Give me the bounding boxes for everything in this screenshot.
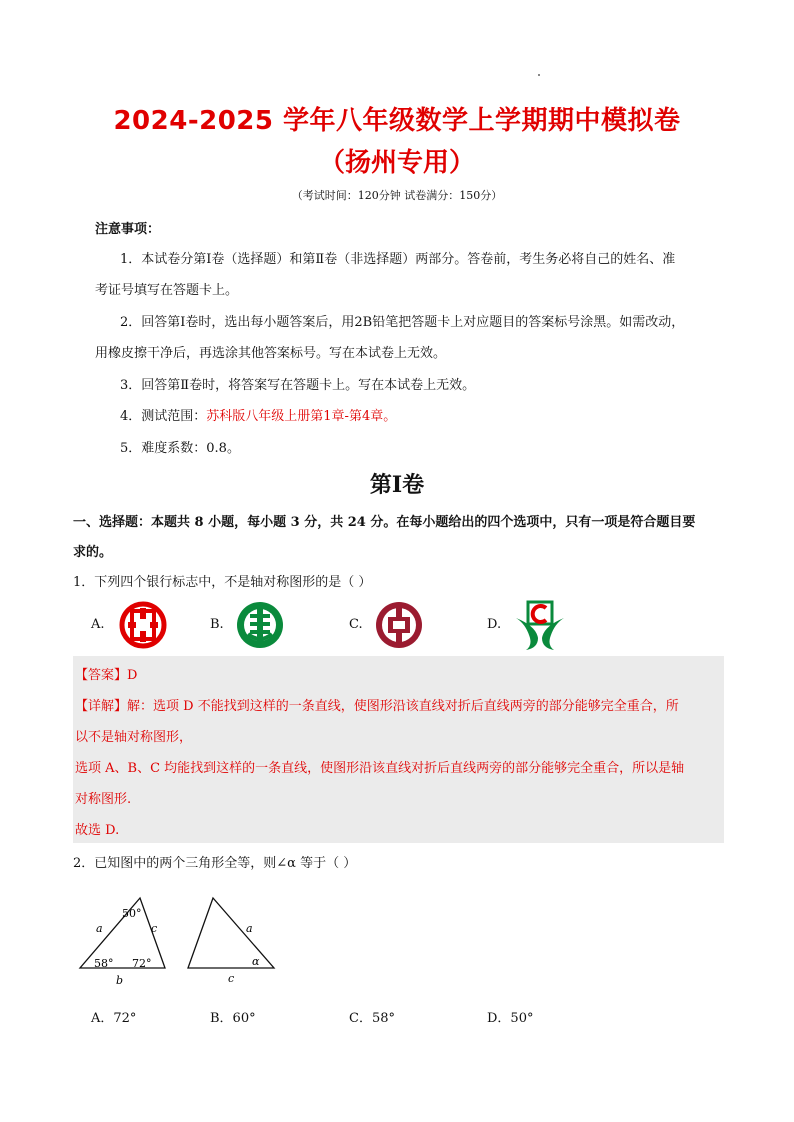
question-1-options bbox=[0, 598, 794, 652]
notice-item-2-cont: 用橡皮擦干净后，再选涂其他答案标号。写在本试卷上无效。 bbox=[95, 346, 447, 361]
angle-72-label: 72° bbox=[132, 957, 152, 970]
side-a-label-right: a bbox=[246, 922, 253, 935]
option-c-label: C. bbox=[349, 617, 363, 632]
notice-item-3: 3．回答第Ⅱ卷时，将答案写在答题卡上。写在本试卷上无效。 bbox=[120, 378, 476, 393]
option-a-label: A. bbox=[91, 617, 105, 632]
notice-item-1: 1．本试卷分第Ⅰ卷（选择题）和第Ⅱ卷（非选择题）两部分。答卷前，考生务必将自己的姓名、准 bbox=[120, 252, 676, 267]
angle-50-label: 50° bbox=[122, 907, 142, 920]
detail-line-4: 对称图形. bbox=[75, 792, 132, 807]
congruent-triangles-figure bbox=[70, 890, 290, 990]
angle-alpha-label: α bbox=[252, 955, 260, 968]
option-d-label: D. bbox=[487, 617, 502, 632]
right-triangle bbox=[188, 898, 274, 968]
side-a-label-left: a bbox=[96, 922, 103, 935]
answer-label: 【答案】D bbox=[75, 668, 138, 683]
exam-info: （考试时间：120分钟 试卷满分：150分） bbox=[291, 189, 503, 202]
bank-logo-d-icon bbox=[512, 598, 568, 652]
notice-item-5: 5．难度系数：0.8。 bbox=[120, 441, 240, 456]
notice-item-1-cont: 考证号填写在答题卡上。 bbox=[95, 283, 239, 298]
answer-explanation-box bbox=[73, 656, 724, 843]
angle-58-label: 58° bbox=[94, 957, 114, 970]
conclusion-line: 故选 D. bbox=[75, 823, 120, 838]
q2-option-d: D．50° bbox=[487, 1011, 534, 1026]
detail-text-1: 解：选项 D 不能找到这样的一条直线，使图形沿该直线对折后直线两旁的部分能够完全重合，所 bbox=[127, 699, 679, 714]
stray-dot bbox=[538, 74, 540, 76]
side-c-label-right: c bbox=[228, 972, 235, 985]
question-1-stem: 1．下列四个银行标志中，不是轴对称图形的是（ ） bbox=[73, 575, 372, 590]
option-b-label: B. bbox=[210, 617, 224, 632]
notice-item-4-prefix: 4．测试范围： bbox=[120, 409, 207, 424]
side-b-label: b bbox=[116, 974, 124, 987]
notice-title: 注意事项： bbox=[95, 222, 161, 237]
detail-line-3: 选项 A、B、C 均能找到这样的一条直线，使图形沿该直线对折后直线两旁的部分能够完全重合，所以是轴 bbox=[75, 761, 685, 776]
exam-subtitle: （扬州专用） bbox=[318, 148, 475, 178]
question-2-stem: 2．已知图中的两个三角形全等，则∠α 等于（ ） bbox=[73, 856, 357, 871]
section-description-cont: 求的。 bbox=[73, 545, 113, 560]
bank-logo-c-icon bbox=[374, 600, 424, 650]
notice-item-4 bbox=[120, 405, 396, 424]
detail-line-2: 以不是轴对称图形， bbox=[75, 730, 193, 745]
q2-option-c: C．58° bbox=[349, 1011, 395, 1026]
bank-logo-b-icon bbox=[235, 600, 285, 650]
q2-option-b: B．60° bbox=[210, 1011, 256, 1026]
test-range: 苏科版八年级上册第1章-第4章。 bbox=[206, 409, 397, 424]
section-title: 第Ⅰ卷 bbox=[369, 472, 425, 498]
detail-tag: 【详解】 bbox=[75, 699, 128, 714]
detail-line-1 bbox=[75, 695, 679, 714]
exam-title: 2024-2025 学年八年级数学上学期期中模拟卷 bbox=[113, 106, 681, 136]
notice-item-2: 2．回答第Ⅰ卷时，选出每小题答案后，用2B铅笔把答题卡上对应题目的答案标号涂黑。如需改动， bbox=[120, 315, 685, 330]
side-c-label-left: c bbox=[151, 922, 158, 935]
bank-logo-a-icon bbox=[118, 600, 168, 650]
q2-option-a: A．72° bbox=[91, 1011, 137, 1026]
section-description: 一、选择题：本题共 8 小题，每小题 3 分，共 24 分。在每小题给出的四个选项中，只有一项是符合题目要 bbox=[73, 515, 696, 530]
